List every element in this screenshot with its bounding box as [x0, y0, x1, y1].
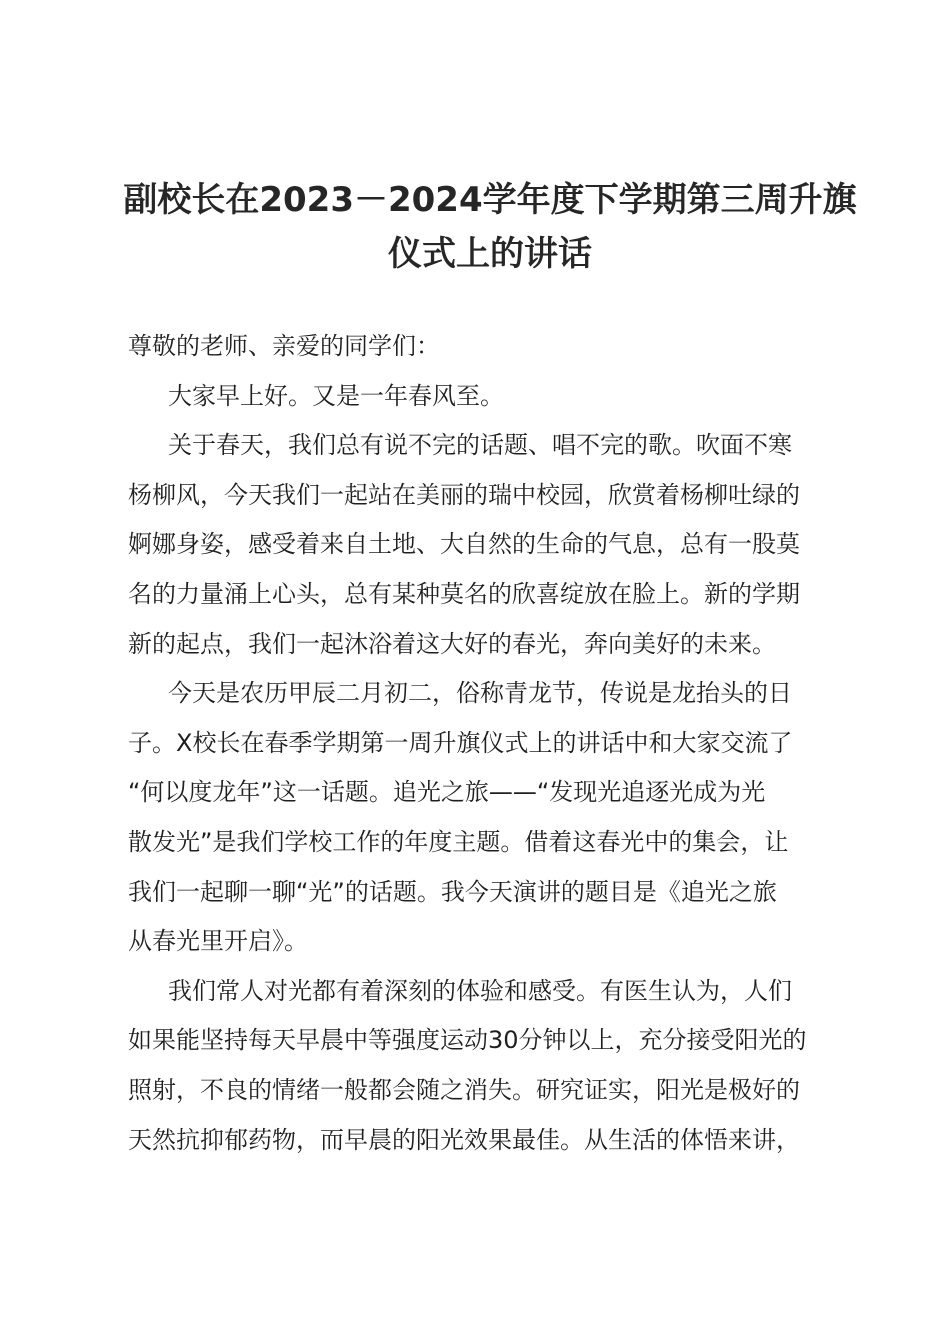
paragraph-3: [128, 669, 858, 967]
title-line-2: 仪式上的讲话: [388, 234, 592, 274]
document-title: [100, 173, 880, 281]
paragraph-line: 我们一起聊一聊“光”的话题。我今天演讲的题目是《追光之旅: [128, 877, 777, 906]
paragraph-line: 散发光”是我们学校工作的年度主题。借着这春光中的集会，让: [128, 827, 789, 856]
paragraph-line: 今天是农历甲辰二月初二，俗称青龙节，传说是龙抬头的日: [168, 679, 792, 708]
paragraph-1: [128, 372, 858, 422]
paragraph-4: [128, 967, 858, 1165]
paragraph-line: 我们常人对光都有着深刻的体验和感受。有医生认为，人们: [168, 976, 792, 1005]
paragraph-line: 天然抗抑郁药物，而早晨的阳光效果最佳。从生活的体悟来讲，: [128, 1125, 800, 1154]
paragraph-line: 名的力量涌上心头，总有某种莫名的欣喜绽放在脸上。新的学期: [128, 579, 800, 608]
paragraph-2: [128, 421, 858, 669]
document-body: [128, 322, 858, 1165]
paragraph-line: “何以度龙年”这一话题。追光之旅——“发现光追逐光成为光: [128, 778, 766, 807]
paragraph-line: 照射，不良的情绪一般都会随之消失。研究证实，阳光是极好的: [128, 1075, 800, 1104]
paragraph-line: 子。X校长在春季学期第一周升旗仪式上的讲话中和大家交流了: [128, 728, 793, 757]
paragraph-line: 如果能坚持每天早晨中等强度运动30分钟以上，充分接受阳光的: [128, 1026, 807, 1055]
title-line-1: 副校长在2023－2024学年度下学期第三周升旗: [123, 180, 857, 220]
paragraph-line: 杨柳风，今天我们一起站在美丽的瑞中校园，欣赏着杨柳吐绿的: [128, 480, 800, 509]
paragraph-line: 大家早上好。又是一年春风至。: [168, 381, 504, 410]
paragraph-line: 从春光里开启》。: [128, 927, 308, 956]
greeting: 尊敬的老师、亲爱的同学们：: [128, 332, 440, 360]
paragraph-line: 新的起点，我们一起沐浴着这大好的春光，奔向美好的未来。: [128, 629, 776, 658]
paragraph-line: 关于春天，我们总有说不完的话题、唱不完的歌。吹面不寒: [168, 431, 792, 460]
paragraph-line: 婀娜身姿，感受着来自土地、大自然的生命的气息，总有一股莫: [128, 530, 800, 559]
